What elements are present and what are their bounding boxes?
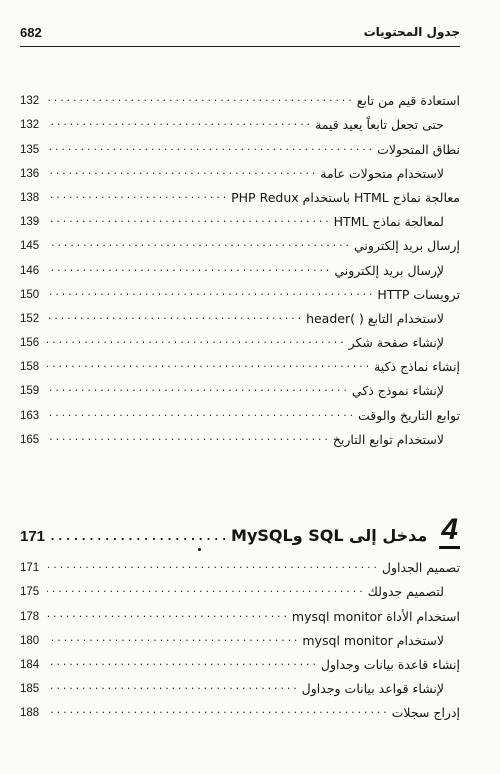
toc-entry-page: 145: [20, 240, 40, 253]
toc-entry: [20, 302, 460, 326]
leader-dots: [47, 382, 349, 396]
toc-entry: [20, 132, 460, 156]
toc-entry-title: تصميم الجداول: [381, 560, 460, 576]
toc-entry-title: استعادة قيم من تابع: [356, 93, 460, 109]
leader-dots: [47, 213, 331, 227]
toc-entry: [20, 253, 460, 277]
toc-entry-title: نطاق المتحولات: [377, 141, 460, 157]
header-rule: [20, 46, 460, 47]
leader-dots: [47, 116, 312, 130]
toc-entry-title: معالجة نماذج HTML باستخدام PHP Redux: [231, 189, 460, 205]
toc-entry-page: 150: [20, 288, 40, 301]
toc-entry-page: 180: [20, 634, 40, 647]
leader-dots: [47, 165, 317, 179]
toc-entry-page: 132: [20, 95, 40, 108]
leader-dots: [47, 262, 331, 276]
toc-entry: [20, 326, 460, 350]
toc-entry-title: إرسال بريد إلكتروني: [353, 238, 460, 254]
leader-dots: [47, 559, 379, 573]
toc-entry: [20, 278, 460, 302]
toc-entry-title: إنشاء قاعدة بيانات وجداول: [320, 656, 460, 672]
toc-entry-page: 175: [20, 586, 40, 599]
toc-entry-page: 185: [20, 683, 40, 696]
toc-entry: [20, 398, 460, 422]
toc-entry-page: 159: [20, 385, 40, 398]
toc-entry-page: 163: [20, 409, 40, 422]
toc-entry-page: 188: [20, 707, 40, 720]
leader-dots: [47, 680, 299, 694]
toc-entry-title: لتصميم جدولك: [367, 584, 444, 600]
leader-dots: [47, 407, 355, 421]
chapter-number: 4: [439, 515, 460, 549]
toc-entry-title: استخدام الأداة mysql monitor: [291, 608, 460, 624]
toc-entry: [20, 84, 460, 108]
leader-dots: [47, 358, 371, 372]
toc-section-two: [20, 551, 460, 720]
chapter-page: 171: [20, 528, 46, 545]
leader-dots: [47, 310, 303, 324]
toc-entry: [20, 696, 460, 720]
toc-entry: [20, 374, 460, 398]
toc-entry-title: إدراج سجلات: [391, 705, 460, 721]
running-title: جدول المحتويات: [363, 25, 460, 39]
toc-entry: [20, 624, 460, 648]
toc-entry: [20, 229, 460, 253]
toc-entry-title: توابع التاريخ والوقت: [358, 407, 460, 423]
toc-entry-title: لمعالجة نماذج HTML: [333, 214, 444, 230]
leader-dots: [47, 632, 299, 646]
toc-entry: [20, 157, 460, 181]
toc-entry-title: حتى تجعل تابعاً يعيد قيمة: [315, 117, 444, 133]
toc-entry: [20, 672, 460, 696]
toc-entry-title: لإنشاء نموذج ذكي: [351, 383, 444, 399]
chapter-heading: [20, 515, 460, 549]
leader-dots: [47, 92, 354, 106]
toc-entry-page: 152: [20, 312, 40, 325]
toc-entry-page: 178: [20, 610, 40, 623]
toc-entry: [20, 423, 460, 447]
leader-dots: [47, 608, 289, 622]
toc-entry: [20, 205, 460, 229]
toc-section-one: [20, 84, 460, 447]
toc-entry: [20, 551, 460, 575]
toc-entry: [20, 181, 460, 205]
toc-entry: [20, 599, 460, 623]
toc-entry-title: ترويسات HTTP: [377, 286, 460, 302]
leader-dots: [47, 704, 389, 718]
toc-entry-title: لاستخدام متحولات عامة: [320, 165, 444, 181]
leader-dots: [47, 656, 318, 670]
leader-dots: [47, 286, 374, 300]
toc-entry-page: 135: [20, 143, 40, 156]
chapter-title: مدخل إلى SQL وMySQL: [231, 526, 428, 545]
leader-dots: [47, 141, 374, 155]
toc-entry-title: لإنشاء صفحة شكر: [348, 335, 444, 351]
toc-entry: [20, 108, 460, 132]
toc-entry-title: لإنشاء قواعد بيانات وجداول: [301, 681, 444, 697]
toc-entry-page: 156: [20, 337, 40, 350]
leader-dots: [47, 431, 330, 445]
page-header: [20, 25, 460, 43]
page-number: 682: [20, 25, 42, 40]
toc-entry-page: 171: [20, 562, 40, 575]
toc-entry-page: 139: [20, 216, 40, 229]
toc-entry-title: إنشاء نماذج ذكية: [374, 359, 460, 375]
toc-entry: [20, 350, 460, 374]
toc-entry-page: 184: [20, 658, 40, 671]
toc-entry-page: 146: [20, 264, 40, 277]
chapter-leader-dots: [48, 529, 228, 544]
toc-entry: [20, 575, 460, 599]
leader-dots: [47, 237, 351, 251]
toc-entry-title: لإرسال بريد إلكتروني: [334, 262, 444, 278]
toc-entry-page: 158: [20, 361, 40, 374]
toc-entry-title: لاستخدام mysql monitor: [302, 632, 444, 648]
toc-entry-page: 136: [20, 167, 40, 180]
leader-dots: [47, 189, 228, 203]
toc-entry-page: 138: [20, 191, 40, 204]
toc-entry-page: 165: [20, 433, 40, 446]
leader-dots: [47, 334, 346, 348]
toc-entry: [20, 648, 460, 672]
leader-dots: [47, 583, 365, 597]
toc-entry-title: لاستخدام توابع التاريخ: [332, 431, 444, 447]
toc-entry-page: 132: [20, 119, 40, 132]
toc-entry-title: لاستخدام التابع ( )header: [306, 310, 444, 326]
